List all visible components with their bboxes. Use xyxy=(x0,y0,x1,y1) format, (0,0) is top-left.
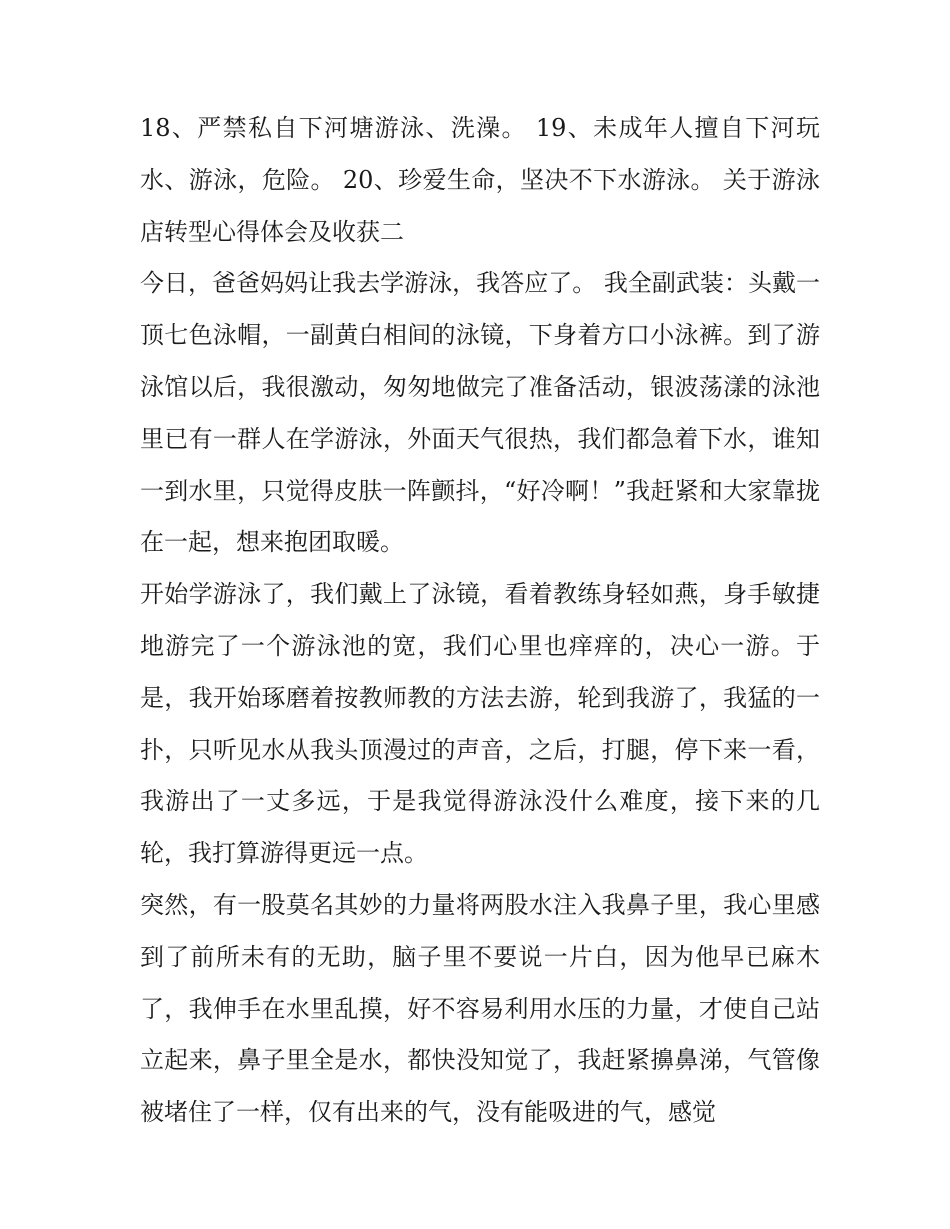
document-page xyxy=(140,103,820,1139)
paragraph-choking-water: 突然，有一股莫名其妙的力量将两股水注入我鼻子里，我心里感到了前所未有的无助，脑子里不要说一片白，因为他早已麻木了，我伸手在水里乱摸，好不容易利用水压的力量，才使自己站立起来，鼻子里全是水，都快没知觉了，我赶紧擤鼻涕，气管像被堵住了一样，仅有出来的气，没有能吸进的气，感觉 xyxy=(140,890,820,1127)
paragraph-safety-rules: 18、严禁私自下河塘游泳、洗澡。 19、未成年人擅自下河玩水、游泳，危险。 20、珍爱生命，坚决不下水游泳。 关于游泳店转型心得体会及收获二 xyxy=(140,114,820,246)
paragraph-swimming-gear: 今日，爸爸妈妈让我去学游泳，我答应了。 我全副武装：头戴一顶七色泳帽，一副黄白相间的泳镜，下身着方口小泳裤。到了游泳馆以后，我很激动，匆匆地做完了准备活动，银波荡漾的泳池里已有一群人在学游泳，外面天气很热，我们都急着下水，谁知一到水里，只觉得皮肤一阵颤抖，“好冷啊！”我赶紧和大家靠拢在一起，想来抱团取暖。 xyxy=(140,269,820,557)
paragraph-learning-to-swim: 开始学游泳了，我们戴上了泳镜，看着教练身轻如燕，身手敏捷地游完了一个游泳池的宽，我们心里也痒痒的，决心一游。于是，我开始琢磨着按教师教的方法去游，轮到我游了，我猛的一扑，只听见水从我头顶漫过的声音，之后，打腿，停下来一看，我游出了一丈多远，于是我觉得游泳没什么难度，接下来的几轮，我打算游得更远一点。 xyxy=(140,580,820,868)
